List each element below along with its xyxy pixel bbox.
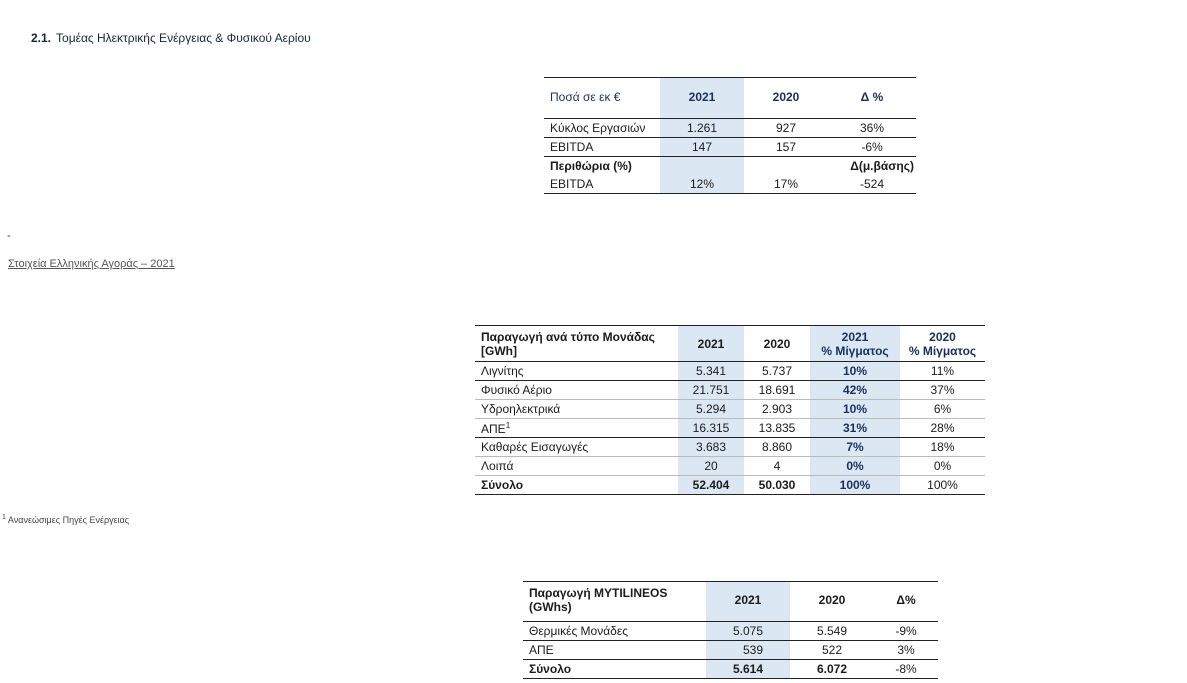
total-row — [475, 476, 985, 495]
header-cell: Παραγωγή MYTILINEOS (GWhs) — [529, 586, 668, 614]
cell: 13.835 — [744, 419, 810, 438]
cell: 0% — [900, 457, 985, 476]
cell: 5.737 — [744, 362, 810, 381]
row-label-text: ΑΠΕ — [481, 421, 506, 436]
table-row — [475, 400, 985, 419]
cell: 50.030 — [744, 476, 810, 495]
footnote-marker: 1 — [2, 514, 6, 521]
cell: 12% — [660, 175, 744, 194]
cell: 100% — [900, 476, 985, 495]
cell: 522 — [790, 641, 874, 660]
cell: Δ(μ.βάσης) — [828, 157, 916, 176]
cell: 16.315 — [678, 419, 744, 438]
margins-header-row — [544, 157, 916, 176]
cell: -9% — [874, 622, 938, 641]
cell: 28% — [900, 419, 985, 438]
footnote-marker: 1 — [505, 420, 511, 430]
cell: -6% — [828, 138, 916, 157]
production-table-header — [475, 326, 985, 362]
table-row — [523, 622, 938, 641]
header-line: % Μίγματος — [821, 343, 889, 358]
cell: 17% — [744, 175, 828, 194]
cell: 3% — [874, 641, 938, 660]
row-label: EBITDA — [544, 175, 660, 194]
table-row — [475, 362, 985, 381]
table-row — [475, 438, 985, 457]
header-cell: Ποσά σε εκ € — [550, 89, 621, 104]
cell: 7% — [810, 438, 900, 457]
total-row — [523, 660, 938, 679]
cell: 4 — [744, 457, 810, 476]
row-label: Υδροηλεκτρικά — [475, 400, 678, 419]
cell: 20 — [678, 457, 744, 476]
row-label: ΑΠΕ — [523, 641, 706, 660]
row-label: EBITDA — [544, 138, 660, 157]
cell: 10% — [810, 400, 900, 419]
dash-marker: - — [7, 230, 11, 242]
header-line: [GWh] — [481, 343, 517, 358]
section-heading — [31, 31, 311, 45]
cell: 100% — [810, 476, 900, 495]
cell: 1.261 — [660, 119, 744, 138]
cell: 2.903 — [744, 400, 810, 419]
header-line: 2020 — [929, 329, 956, 344]
header-line: 2021 — [841, 329, 869, 344]
cell: 5.549 — [790, 622, 874, 641]
table-row — [475, 381, 985, 400]
header-cell: 2021 — [660, 78, 744, 116]
cell: 3.683 — [678, 438, 744, 457]
section-title: Τομέας Ηλεκτρικής Ενέργειας & Φυσικού Αερίου — [56, 31, 311, 45]
header-cell: 2020 — [818, 593, 846, 607]
cell: 5.341 — [678, 362, 744, 381]
cell: 0% — [810, 457, 900, 476]
header-cell — [475, 326, 678, 362]
table-row — [544, 175, 916, 194]
table-row — [544, 119, 916, 138]
cell: 147 — [660, 138, 744, 157]
financial-table — [544, 77, 916, 194]
table-row — [544, 138, 916, 157]
header-line: Παραγωγή ανά τύπο Μονάδας — [481, 329, 655, 344]
mytilineos-table — [523, 581, 938, 679]
mytilineos-table-header — [523, 582, 938, 619]
row-label: Σύνολο — [475, 476, 678, 495]
cell: 8.860 — [744, 438, 810, 457]
header-cell: 2021 — [706, 582, 790, 619]
cell: 31% — [810, 419, 900, 438]
market-subtitle: Στοιχεία Ελληνικής Αγοράς – 2021 — [8, 258, 175, 270]
header-cell — [900, 326, 985, 362]
cell: 5.614 — [706, 660, 790, 679]
row-label: Θερμικές Μονάδες — [523, 622, 706, 641]
financial-table-header — [544, 78, 916, 116]
production-table — [475, 325, 985, 495]
row-label: Κύκλος Εργασιών — [544, 119, 660, 138]
section-number: 2.1. — [31, 31, 52, 45]
row-label: Λοιπά — [475, 457, 678, 476]
cell: 157 — [744, 138, 828, 157]
cell: 6.072 — [790, 660, 874, 679]
cell: 42% — [810, 381, 900, 400]
row-label: Καθαρές Εισαγωγές — [475, 438, 678, 457]
footnote — [2, 514, 129, 525]
cell: 18% — [900, 438, 985, 457]
row-label: Σύνολο — [523, 660, 706, 679]
cell: 52.404 — [678, 476, 744, 495]
header-cell — [810, 326, 900, 362]
row-label: Φυσικό Αέριο — [475, 381, 678, 400]
header-cell: 2021 — [678, 326, 744, 362]
header-cell: Δ% — [896, 593, 916, 607]
cell: -524 — [828, 175, 916, 194]
footnote-text: Ανανεώσιμες Πηγές Ενέργειας — [7, 515, 130, 525]
header-line: % Μίγματος — [908, 343, 977, 358]
cell: 37% — [900, 381, 985, 400]
header-cell: Δ % — [860, 89, 884, 104]
table-row — [475, 457, 985, 476]
cell: 18.691 — [744, 381, 810, 400]
row-label: Περιθώρια (%) — [544, 157, 660, 176]
cell: 10% — [810, 362, 900, 381]
cell: 539 — [706, 641, 790, 660]
cell: 11% — [900, 362, 985, 381]
cell: 6% — [900, 400, 985, 419]
cell: 5.294 — [678, 400, 744, 419]
cell: -8% — [874, 660, 938, 679]
cell: 5.075 — [706, 622, 790, 641]
header-cell: 2020 — [744, 326, 810, 362]
cell: 21.751 — [678, 381, 744, 400]
table-row — [475, 419, 985, 438]
cell: 36% — [828, 119, 916, 138]
cell: 927 — [744, 119, 828, 138]
table-row — [523, 641, 938, 660]
row-label: Λιγνίτης — [475, 362, 678, 381]
header-cell: 2020 — [772, 89, 800, 104]
row-label — [475, 419, 678, 438]
